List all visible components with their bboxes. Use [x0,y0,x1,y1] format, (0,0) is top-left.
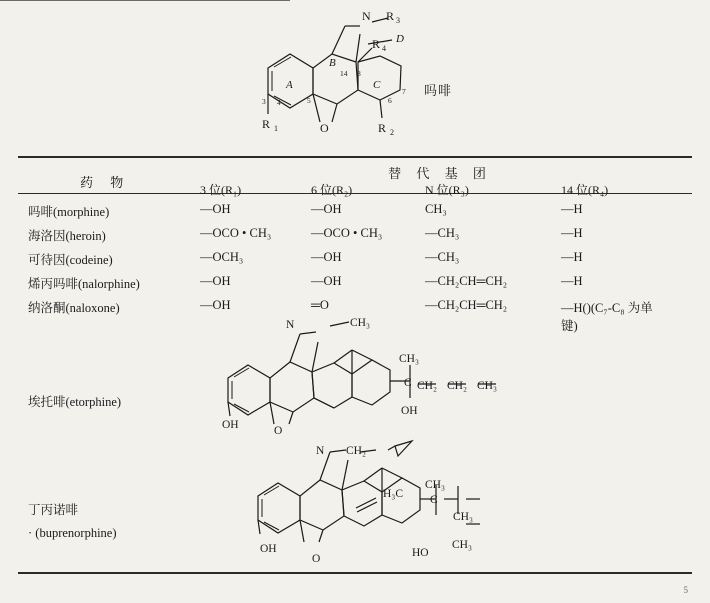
substituent-r3-sub: 3 [396,16,400,25]
buprenorphine-ch3-c: CH₃ [452,539,472,551]
buprenorphine-furan-o: O [312,553,321,565]
cell-r3: —CH₂CH═CH₂ [425,298,508,312]
buprenorphine-h3c: H₃C [383,488,403,500]
cell-r1: —OH [200,202,231,216]
buprenorphine-ch3-a: CH₃ [425,479,445,491]
table-bottom-rule [18,572,692,574]
cell-r2: —OCO • CH₃ [311,226,383,240]
substituent-r3: R [386,9,395,23]
cell-r1: —OCH₃ [200,250,244,264]
buprenorphine-c: C [430,494,438,506]
cell-r2: ═O [311,298,329,312]
cell-r4: —H()(C₇-C₈ 为单 [561,301,653,315]
position-14: 14 [340,69,348,78]
position-8: 8 [357,69,361,78]
cell-r3: CH₃ [425,202,447,216]
etorphine-quaternary-c: C [404,377,412,389]
substituent-r2: R [378,121,387,135]
cell-r3: —CH₃ [425,226,460,240]
position-5: 5 [307,96,311,105]
position-3: 3 [262,97,266,106]
cell-r2: —OH [311,274,342,288]
etorphine-name: 埃托啡(etorphine) [28,395,122,409]
etorphine-atom-n: N [286,319,295,331]
etorphine-n-methyl: CH₃ [350,317,370,329]
cell-r4: —H [561,202,583,216]
column-header-r3: N 位(R₃) [425,183,469,197]
drug-name: 吗啡(morphine) [28,205,110,219]
etorphine-ch2-b: CH₂ [447,380,467,392]
buprenorphine-n-ch2: CH₂ [346,445,366,457]
drug-name: 纳洛酮(naloxone) [28,301,120,315]
buprenorphine-atom-n: N [316,445,325,457]
etorphine-hydroxyl: OH [401,405,418,417]
drug-name: 海洛因(heroin) [28,229,106,243]
substituent-r2-sub: 2 [390,128,394,137]
column-header-drug: 药 物 [80,175,131,190]
ring-label-c: C [373,79,381,91]
cell-r3: —CH₃ [425,250,460,264]
ring-label-a: A [286,79,293,91]
drug-name: 烯丙吗啡(nalorphine) [28,277,140,291]
etorphine-phenol-oh: OH [222,419,239,431]
cell-r4: —H [561,274,583,288]
morphine-diagram-label: 吗啡 [424,83,453,98]
ring-label-d: D [396,33,404,45]
drug-name: 可待因(codeine) [28,253,113,267]
etorphine-ch2-a: CH₂ [417,380,437,392]
cell-r4: —H [561,250,583,264]
etorphine-c-methyl: CH₃ [399,353,419,365]
cell-r4-continuation: 键) [561,319,578,333]
cell-r2: —OH [311,202,342,216]
substituent-r1: R [262,117,271,131]
substituent-r4-sub: 4 [382,44,386,53]
etorphine-terminal-ch3: CH₃ [477,380,497,392]
substituent-r1-sub: 1 [274,124,278,133]
etorphine-furan-o: O [274,425,283,437]
ring-label-b: B [329,57,336,69]
substituent-r4: R [372,37,381,51]
page-number: 5 [683,585,688,595]
position-7: 7 [402,87,406,96]
cell-r4: —H [561,226,583,240]
buprenorphine-name-line1: 丁丙诺啡 [28,503,79,517]
cell-r3: —CH₂CH═CH₂ [425,274,508,288]
cell-r2: —OH [311,250,342,264]
column-header-substituent-group: 替 代 基 团 [388,166,492,181]
position-4: 4 [277,98,281,107]
cell-r1: —OCO • CH₃ [200,226,272,240]
buprenorphine-phenol-oh: OH [260,543,277,555]
column-header-r4: 14 位(R₄) [561,183,609,197]
column-header-r2: 6 位(R₂) [311,183,353,197]
buprenorphine-name-line2: · (buprenorphine) [28,526,117,540]
cell-r1: —OH [200,274,231,288]
cell-r1: —OH [200,298,231,312]
position-6: 6 [388,96,392,105]
buprenorphine-ch3-b: CH₃ [453,511,473,523]
column-header-r1: 3 位(R₁) [200,183,242,197]
atom-o: O [320,121,329,135]
buprenorphine-ho: HO [412,547,429,559]
atom-n: N [362,9,371,23]
